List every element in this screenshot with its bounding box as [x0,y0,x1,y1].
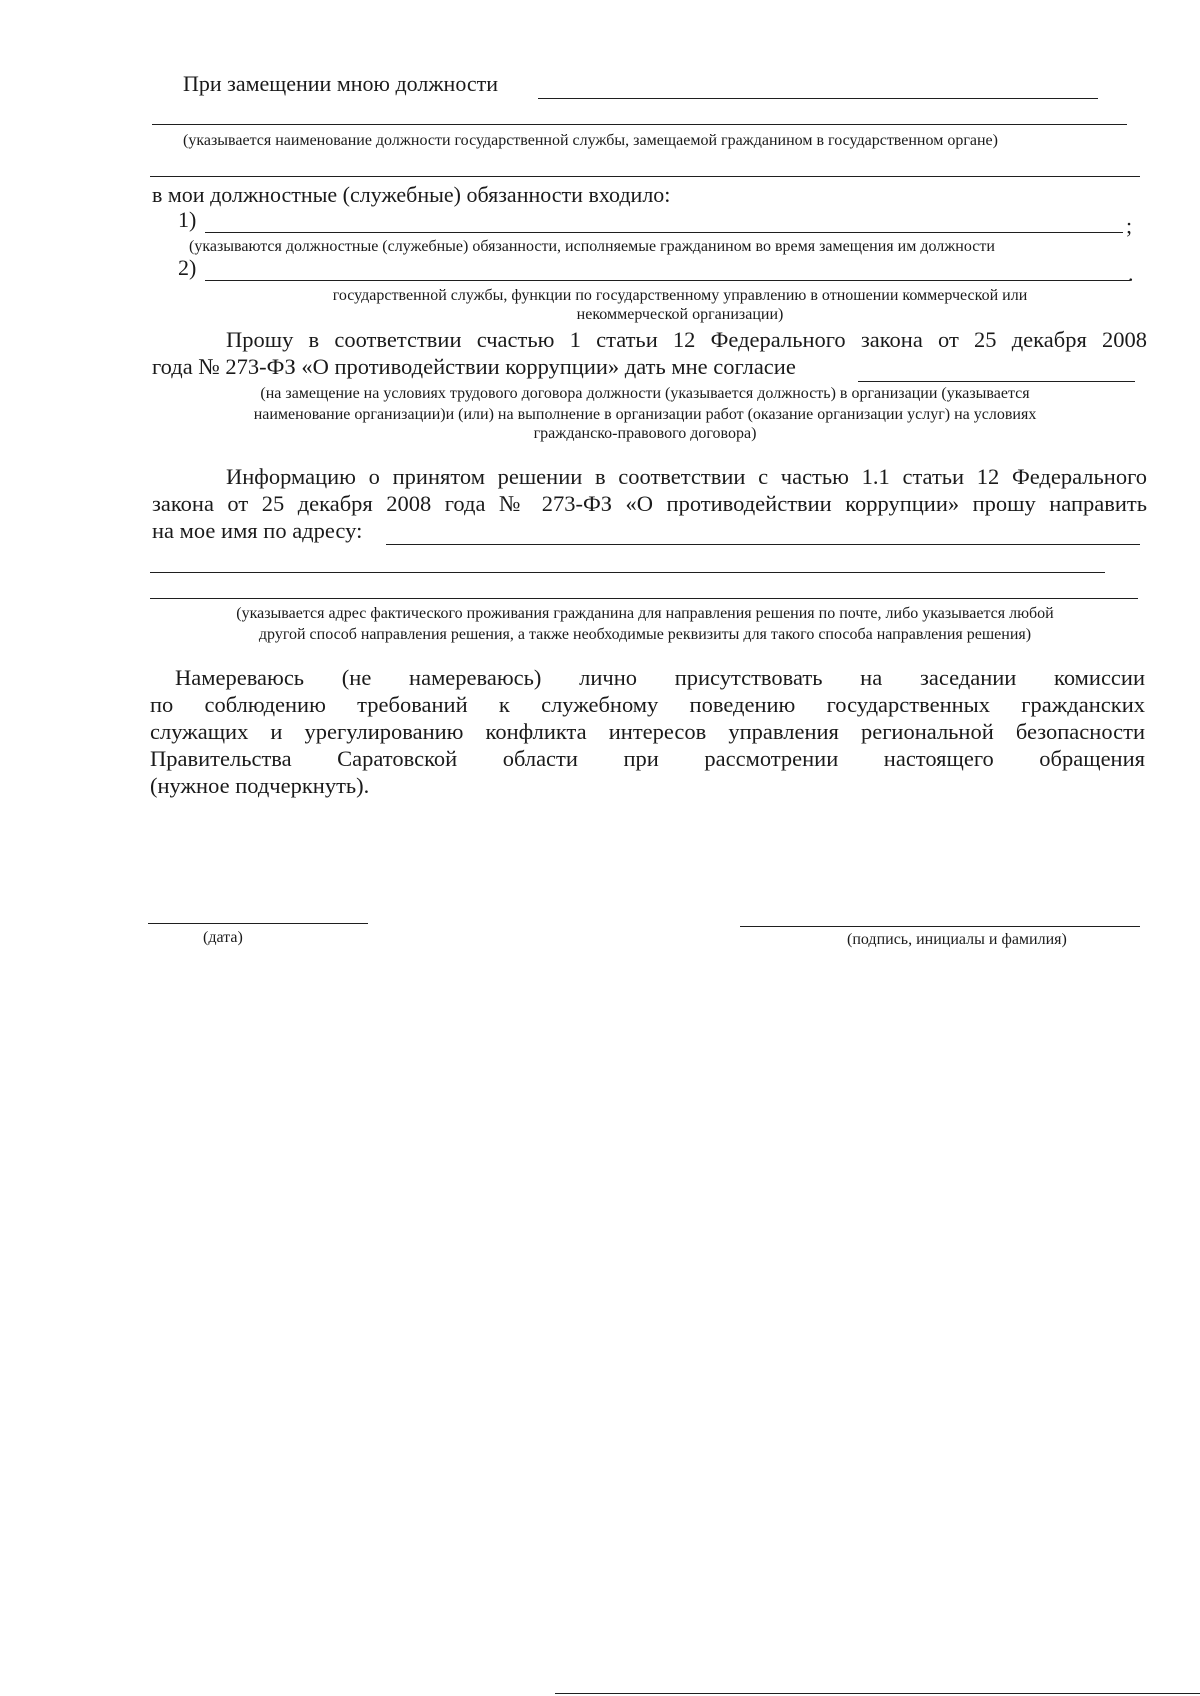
item-2-input-line[interactable] [205,280,1130,281]
address-note-1: (указывается адрес фактического проживания гражданина для направления решения по почте, либо указывается любой [236,605,1054,622]
duties-note-1: (указываются должностные (служебные) обязанности, исполняемые гражданином во время замещения им должности [189,238,995,255]
request-note-1: (на замещение на условиях трудового договора должности (указывается должность) в организации (указывается [260,385,1030,402]
item-1-label: 1) [178,207,197,232]
position-input-line-3[interactable] [150,176,1140,177]
address-input-line-3[interactable] [150,598,1138,599]
info-line-1: Информацию о принятом решении в соответствии с частью 1.1 статьи 12 Федерального [226,464,1147,489]
signature-input-line[interactable] [740,926,1140,927]
item-2-end: . [1128,261,1134,286]
position-input-line-2[interactable] [152,124,1127,125]
intent-line-2: по соблюдению требований к служебному поведению государственных гражданских [150,692,1145,717]
intent-line-5: (нужное подчеркнуть). [150,773,370,798]
intent-line-1: Намереваюсь (не намереваюсь) лично присутствовать на заседании комиссии [175,665,1145,690]
info-line-3: на мое имя по адресу: [152,518,363,543]
position-input-line[interactable] [538,98,1098,99]
duties-note-3: некоммерческой организации) [576,306,784,323]
intent-line-4: Правительства Саратовской области при рассмотрении настоящего обращения [150,746,1145,771]
request-note-2: наименование организации)и (или) на выполнение в организации работ (оказание организации услуг) на условиях [253,406,1037,423]
item-1-end: ; [1126,213,1133,238]
address-input-line-2[interactable] [150,572,1105,573]
item-1-input-line[interactable] [205,232,1123,233]
consent-input-line[interactable] [858,381,1135,382]
position-note: (указывается наименование должности государственной службы, замещаемой гражданином в государственном органе) [183,132,998,149]
request-note-3: гражданско-правового договора) [533,425,757,442]
signature-label: (подпись, инициалы и фамилия) [847,931,1067,948]
duties-intro: в мои должностные (служебные) обязанности входило: [152,182,671,207]
date-input-line[interactable] [148,923,368,924]
address-note-2: другой способ направления решения, а также необходимые реквизиты для такого способа направления решения) [258,626,1032,643]
intent-paragraph [150,664,1145,799]
request-line-2: года № 273-ФЗ «О противодействии коррупции» дать мне согласие [152,354,796,379]
info-line-2: закона от 25 декабря 2008 года № 273-ФЗ «О противодействии коррупции» прошу направить [152,491,1147,516]
date-label: (дата) [203,929,243,946]
bottom-edge-line [555,1693,1200,1694]
request-line-1: Прошу в соответствии счастью 1 статьи 12 Федерального закона от 25 декабря 2008 [226,327,1147,352]
duties-note-2: государственной службы, функции по государственному управлению в отношении коммерческой или [332,287,1028,304]
item-2-label: 2) [178,255,197,280]
address-input-line-1[interactable] [386,544,1140,545]
position-intro: При замещении мною должности [183,71,499,96]
intent-line-3: служащих и урегулированию конфликта интересов управления региональной безопасности [150,719,1145,744]
